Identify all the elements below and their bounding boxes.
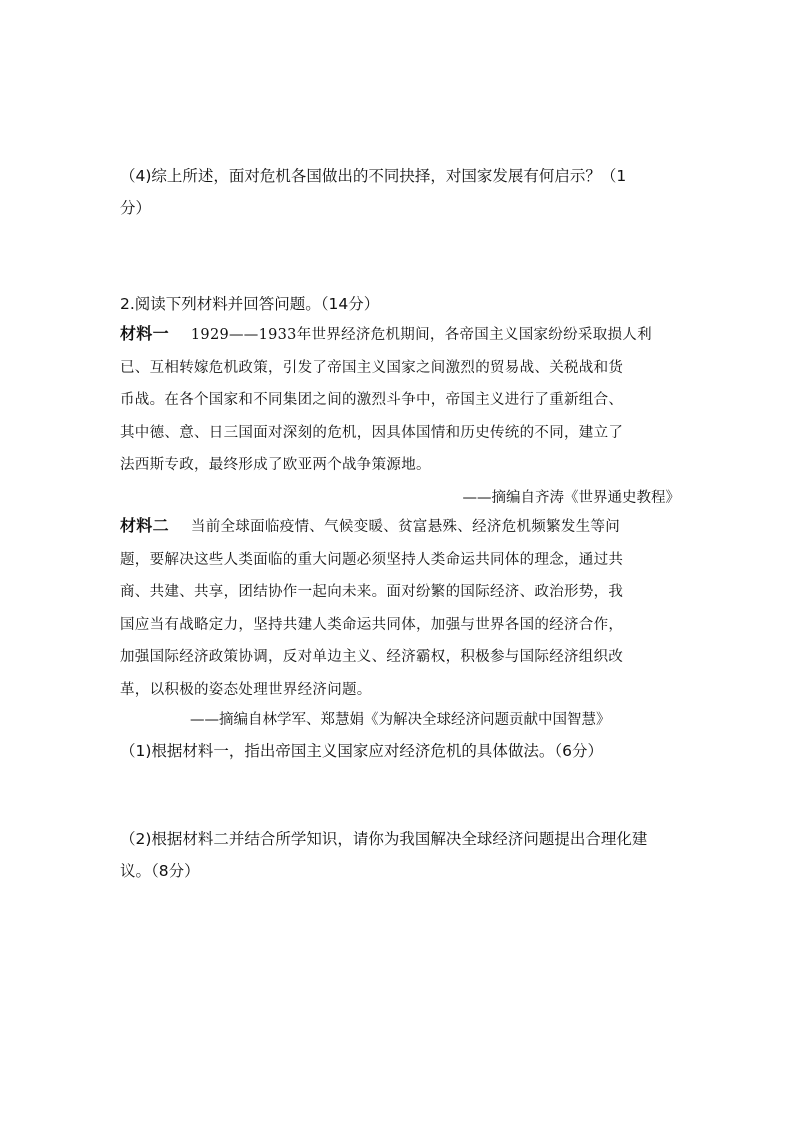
material-1 (120, 318, 680, 514)
material-1-line-4: 其中德、意、日三国面对深刻的危机，因具体国情和历史传统的不同，建立了 (120, 424, 624, 441)
sub-question-1-text: （1)根据材料一，指出帝国主义国家应对经济危机的具体做法。（6分） (120, 742, 604, 760)
material-2 (120, 510, 680, 706)
question-4-line-2: 分） (120, 199, 152, 217)
material-2-line-1 (120, 510, 680, 544)
material-1-line-3: 币战。在各个国家和不同集团之间的激烈斗争中，帝国主义进行了重新组合、 (120, 392, 624, 408)
sub-question-2-line-1: （2)根据材料二并结合所学知识，请你为我国解决全球经济问题提出合理化建 (120, 830, 648, 848)
question-2-heading: 2.阅读下列材料并回答问题。（14分） (120, 295, 380, 313)
material-2-label: 材料二 (120, 516, 169, 535)
material-2-source: ——摘编自林学军、郑慧娟《为解决全球经济问题贡献中国智慧》 (190, 712, 611, 728)
material-2-line-2: 题，要解决这些人类面临的重大问题必须坚持人类命运共同体的理念，通过共 (120, 551, 624, 568)
material-1-text-1: 1929——1933年世界经济危机期间，各帝国主义国家纷纷采取损人利 (190, 327, 652, 343)
material-1-line-2: 已、互相转嫁危机政策，引发了帝国主义国家之间激烈的贸易战、关税战和货 (120, 359, 624, 376)
question-4 (120, 160, 680, 224)
material-1-line-1 (120, 318, 680, 352)
material-2-line-6: 革，以积极的姿态处理世界经济问题。 (120, 681, 372, 698)
sub-question-2-line-2: 议。（8分） (120, 862, 200, 880)
question-4-line-1: （4)综上所述，面对危机各国做出的不同抉择，对国家发展有何启示？（1 (120, 167, 627, 185)
material-1-line-5: 法西斯专政，最终形成了欧亚两个战争策源地。 (120, 457, 431, 473)
sub-question-2 (120, 823, 680, 887)
material-2-line-4: 国应当有战略定力，坚持共建人类命运共同体，加强与世界各国的经济合作， (120, 616, 624, 633)
material-1-source: ——摘编自齐涛《世界通史教程》 (462, 489, 680, 506)
question-2-title (120, 288, 680, 320)
material-2-line-3: 商、共建、共享，团结协作一起向未来。面对纷繁的国际经济、政治形势，我 (120, 584, 624, 600)
material-2-text-1: 当前全球面临疫情、气候变暖、贫富悬殊、经济危机频繁发生等问 (190, 519, 621, 535)
material-1-label: 材料一 (120, 324, 169, 343)
sub-question-1 (120, 735, 680, 767)
material-2-line-5: 加强国际经济政策协调，反对单边主义、经济霸权，积极参与国际经济组织改 (120, 649, 624, 665)
